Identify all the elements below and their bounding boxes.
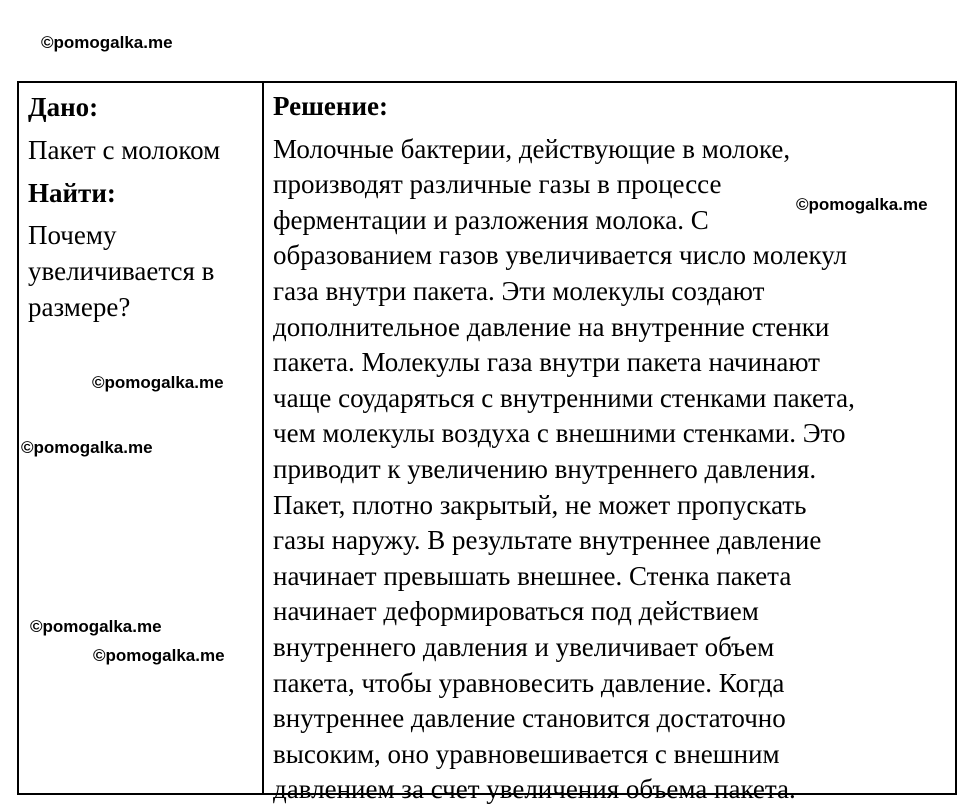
solution-line: пакета. Молекулы газа внутри пакета начинают [273,347,820,378]
find-line: Почему [28,220,117,250]
solution-line: высоким, оно уравновешивается с внешним [273,738,780,769]
solution-heading: Решение: [273,91,388,121]
solution-line: приводит к увеличению внутреннего давления. [273,453,817,484]
watermark-text: ©pomogalka.me [93,646,225,665]
solution-line: образованием газов увеличивается число молекул [273,240,848,271]
watermark-text: ©pomogalka.me [30,617,162,636]
solution-line: газы наружу. В результате внутреннее давление [273,525,822,556]
find-heading: Найти: [28,178,116,208]
find-question [28,217,262,325]
find-line: размере? [28,292,131,322]
watermark-text: ©pomogalka.me [21,438,153,457]
watermark-text: ©pomogalka.me [796,195,928,214]
solution-line: внутреннее давление становится достаточно [273,703,786,734]
solution-line: начинает деформироваться под действием [273,596,759,627]
solution-line: газа внутри пакета. Эти молекулы создают [273,275,765,306]
solution-line: производят различные газы в процессе [273,169,722,200]
solution-line: пакета, чтобы уравновесить давление. Когда [273,667,785,698]
solution-line: внутреннего давления и увеличивает объем [273,631,775,662]
solution-line: ферментации и разложения молока. С [273,204,709,235]
solution-line: чем молекулы воздуха с внешними стенками. Это [273,418,846,449]
solution-line: Молочные бактерии, действующие в молоке, [273,133,791,164]
task-table [17,81,957,805]
solution-line: чаще соударяться с внутренними стенками пакета, [273,382,855,413]
solution-line: начинает превышать внешнее. Стенка пакета [273,560,792,591]
given-text: Пакет с молоком [28,135,221,165]
watermark-text: ©pomogalka.me [92,373,224,392]
solution-column [264,83,955,805]
find-line: увеличивается в [28,256,215,286]
watermark-text: ©pomogalka.me [41,33,173,52]
solution-line: давлением за счет увеличения объема пакета. [273,774,796,805]
solution-text [273,132,955,808]
given-heading: Дано: [28,92,99,122]
solution-line: дополнительное давление на внутренние стенки [273,311,830,342]
solution-line: Пакет, плотно закрытый, не может пропускать [273,489,807,520]
